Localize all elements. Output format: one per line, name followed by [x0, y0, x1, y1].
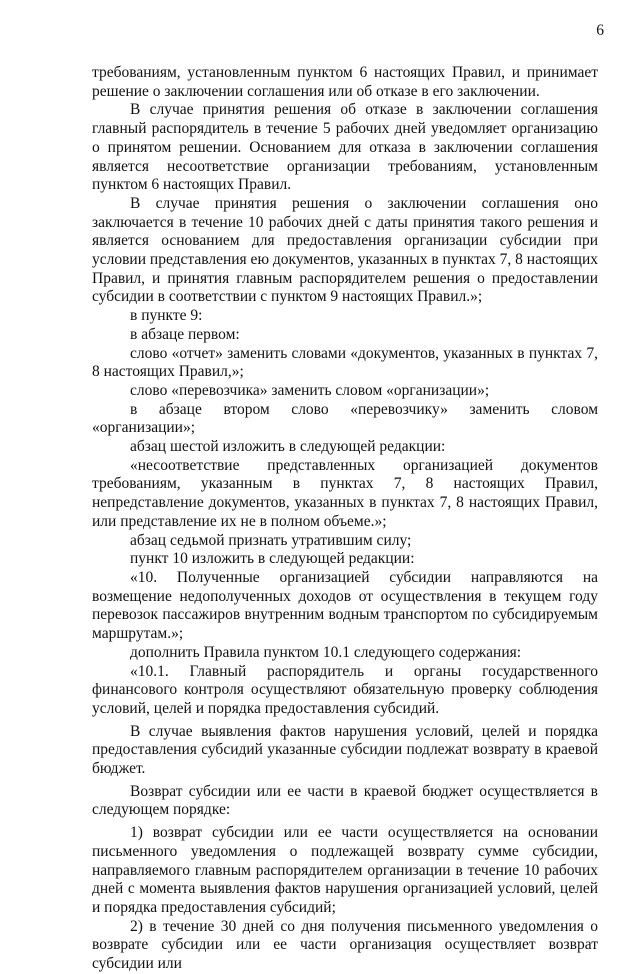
paragraph: «10. Полученные организацией субсидии направляются на возмещение недополученных доходов от осуществления в текущем году перевозок пассажиров внутренним водным транспортом по субсидируемым маршрутам.»;	[92, 568, 598, 643]
paragraph: в абзаце первом:	[130, 325, 240, 343]
paragraph: В случае принятия решения об отказе в заключении соглашения главный распорядитель в течение 5 рабочих дней уведомляет организацию о принятом решении. Основанием для отказа в заключении соглашения является несоответствие организации требованиям, установленным пунктом 6 настоящих Правил.	[92, 101, 598, 194]
paragraph: в пункте 9:	[130, 307, 203, 325]
paragraph: пункт 10 изложить в следующей редакции:	[130, 550, 415, 568]
paragraph: абзац седьмой признать утратившим силу;	[130, 531, 412, 549]
paragraph: слово «перевозчика» заменить словом «организации»;	[130, 381, 490, 399]
document-body	[92, 64, 598, 974]
paragraph: В случае выявления фактов нарушения условий, целей и порядка предоставления субсидий указанные субсидии подлежат возврату в краевой бюджет.	[92, 722, 598, 778]
page-number: 6	[596, 22, 604, 39]
paragraph: Возврат субсидии или ее части в краевой бюджет осуществляется в следующем порядке:	[92, 782, 598, 819]
paragraph: слово «отчет» заменить словами «документов, указанных в пунктах 7, 8 настоящих Правил,»;	[92, 344, 598, 381]
paragraph: «10.1. Главный распорядитель и органы государственного финансового контроля осуществляют обязательную проверку соблюдения условий, целей и порядка предоставления субсидий.	[92, 662, 598, 717]
paragraph: требованиям, установленным пунктом 6 настоящих Правил, и принимает решение о заключении соглашения или об отказе в его заключении.	[92, 64, 598, 100]
paragraph: В случае принятия решения о заключении соглашения оно заключается в течение 10 рабочих дней с даты принятия такого решения и является основанием для предоставления организации субсидии при условии представления ею документов, указанных в пунктах 7, 8 настоящих Правил, и принятия главным распорядителем решения о предоставлении субсидии в соответствии с пунктом 9 настоящих Правил.»;	[92, 194, 598, 306]
paragraph: в абзаце втором слово «перевозчику» заменить словом «организации»;	[92, 400, 598, 437]
paragraph: 2) в течение 30 дней со дня получения письменного уведомления о возврате субсидии или ее части организация осуществляет возврат субсидии или	[92, 917, 598, 973]
paragraph: абзац шестой изложить в следующей редакции:	[130, 438, 446, 456]
paragraph: «несоответствие представленных организацией документов требованиям, указанным в пунктах 7, 8 настоящих Правил, непредставление документов, указанных в пунктах 7, 8 настоящих Правил, или представление их не в полном объеме.»;	[92, 456, 598, 530]
paragraph: 1) возврат субсидии или ее части осуществляется на основании письменного уведомления о подлежащей возврату сумме субсидии, направляемого главным распорядителем организации в течение 10 рабочих дней с момента выявления фактов нарушения организацией условий, целей и порядка предоставления субсидий;	[92, 824, 598, 916]
paragraph: дополнить Правила пунктом 10.1 следующего содержания:	[130, 643, 522, 661]
